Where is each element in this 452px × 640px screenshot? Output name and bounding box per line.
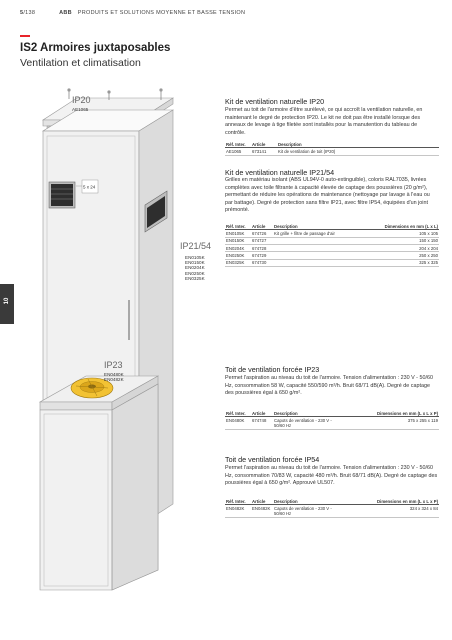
dimension-label: 5 x 24 [83, 184, 96, 190]
table-cell: Kit grille + filtre de passage d'air [273, 230, 361, 237]
table-cell: Kit de ventilation de toit (IP20) [277, 148, 439, 155]
section-ip23-table [225, 410, 439, 430]
page-subtitle: Ventilation et climatisation [20, 57, 141, 69]
ip23-label: IP23 [104, 360, 123, 370]
section-ip2154-body: Grilles en matériau isolant (ABS UL94V-0 auto-extinguible), coloris RAL7035, livrées complètes avec toile filtrante à capacité élevée de captage des poussières (20 g/m²), permettant de réduire les opérations de maintenance (nettoyage par lavage à l'eau ou par battage). Degré de protection sans filtre IP21, avec filtre IP54, équipées d'un joint prémonté. [225, 177, 430, 214]
page-title: IS2 Armoires juxtaposables [20, 42, 171, 54]
table-cell: 324 x 324 x 84 [333, 505, 439, 517]
table-header: Dimensions en mm (L x L) [361, 223, 439, 230]
table-cell: 674729 [251, 252, 273, 259]
ip2154-ref: EN0105K [185, 255, 205, 260]
ip2154-ref-list [185, 255, 205, 281]
table-header: Description [273, 410, 333, 417]
table-cell [273, 259, 361, 266]
table-cell: 204 x 204 [361, 244, 439, 251]
table-cell: EN0204K [225, 244, 251, 251]
table-header: Article [251, 141, 277, 148]
table-row [225, 148, 439, 155]
accent-dash [20, 35, 30, 37]
table-cell: 105 x 105 [361, 230, 439, 237]
table-header: Description [277, 141, 439, 148]
table-row [225, 230, 439, 237]
table-row [225, 259, 439, 266]
table-cell: Capots de ventilation - 230 V - 50/60 Hz [274, 505, 332, 516]
table-cell: EN0482K [251, 505, 273, 517]
ip23-ref: EN0480K [104, 372, 124, 377]
table-header: Article [251, 410, 273, 417]
table-header: Description [273, 223, 361, 230]
table-header: Dimensions en mm (L x L x P) [333, 498, 439, 505]
table-header: Réf. Inter. [225, 498, 251, 505]
table-row [225, 505, 439, 517]
table-cell [273, 252, 361, 259]
chapter-tab [0, 284, 14, 324]
table-cell: 674730 [251, 259, 273, 266]
table-row [225, 252, 439, 259]
ip2154-label: IP21/54 [180, 241, 212, 251]
table-header: Description [273, 498, 333, 505]
table-row [225, 244, 439, 251]
table-cell: 325 x 325 [361, 259, 439, 266]
table-header: Réf. Inter. [225, 141, 251, 148]
section-ip54-table [225, 498, 439, 518]
section-ip54-title: Toit de ventilation forcée IP54 [225, 455, 320, 464]
table-cell: 673141 [251, 148, 277, 155]
table-cell: Capots de ventilation - 230 V - 50/60 Hz [274, 417, 332, 428]
table-row [225, 417, 439, 429]
table-row [225, 237, 439, 244]
chapter-number: 10 [4, 297, 10, 305]
section-ip23-title: Toit de ventilation forcée IP23 [225, 365, 320, 374]
table-cell: AE1065 [225, 148, 251, 155]
section-ip23-body: Permet l'aspiration au niveau du toit de l'armoire. Tension d'alimentation : 230 V - 50/60 Hz, consommation 58 W, capacité 550/590 m³/h. Bruit 68/71 dB(A). Degré de captage des poussières égal à 650 g/m². [225, 375, 433, 397]
ip2154-ref: EN0150K [185, 260, 205, 266]
table-header: Article [251, 223, 273, 230]
table-cell: 674726 [251, 230, 273, 237]
table-cell [273, 237, 361, 244]
section-ip54-body: Permet l'aspiration au niveau du toit de l'armoire. Tension d'alimentation : 230 V - 50/60 Hz, consommation 70/83 W, capacité 480 m³/h. Bruit 68/71 dB(A). Degré de captage des poussières égal à 650 g/m². Approuvé UL507. [225, 465, 438, 487]
table-header: Article [251, 498, 273, 505]
table-header: Réf. Inter. [225, 410, 251, 417]
section-ip20-title: Kit de ventilation naturelle IP20 [225, 97, 325, 106]
ip20-label: IP20 [72, 95, 91, 105]
section-ip2154-table [225, 223, 439, 267]
table-cell: 674727 [251, 237, 273, 244]
table-cell: EN0480K [225, 417, 251, 429]
page-number: 5 [20, 10, 24, 16]
table-cell: 375 x 255 x 119 [333, 417, 439, 429]
section-name: PRODUITS ET SOLUTIONS MOYENNE ET BASSE TENSION [77, 10, 246, 16]
ip2154-ref: EN0325K [185, 275, 205, 281]
table-header: Dimensions en mm (L x L x P) [333, 410, 439, 417]
ip2154-ref: EN0204K [185, 265, 205, 271]
fan-roof-illustration [40, 350, 190, 590]
table-cell [273, 244, 361, 251]
ip20-ref: AE1065 [72, 107, 89, 112]
page-header [20, 10, 245, 16]
table-cell: 250 x 250 [361, 252, 439, 259]
table-cell: EN0150K [225, 237, 251, 244]
table-cell: EN0105K [225, 230, 251, 237]
section-ip20-body: Permet au toit de l'armoire d'être surélevé, ce qui accroît la ventilation naturelle, en maintenant le degré de protection IP20. Le kit ne doit pas être installé lorsque des anneaux de levage à tige filetée sont installés pour la manutention du tableau de contrôle. [225, 107, 423, 136]
table-cell: EN0325K [225, 259, 251, 266]
section-ip2154-title: Kit de ventilation naturelle IP21/54 [225, 168, 335, 177]
ip23-ref: EN0482K [104, 377, 124, 382]
brand-name: ABB [59, 10, 72, 16]
page-total: /138 [23, 10, 36, 16]
table-cell: EN0250K [225, 252, 251, 259]
ip2154-ref: EN0250K [185, 270, 205, 276]
table-cell: EN0482K [225, 505, 251, 517]
section-ip20-table [225, 141, 439, 156]
table-cell: 150 x 150 [361, 237, 439, 244]
table-cell: 674728 [251, 244, 273, 251]
table-cell: 674748 [251, 417, 273, 429]
table-header: Réf. Inter. [225, 223, 251, 230]
